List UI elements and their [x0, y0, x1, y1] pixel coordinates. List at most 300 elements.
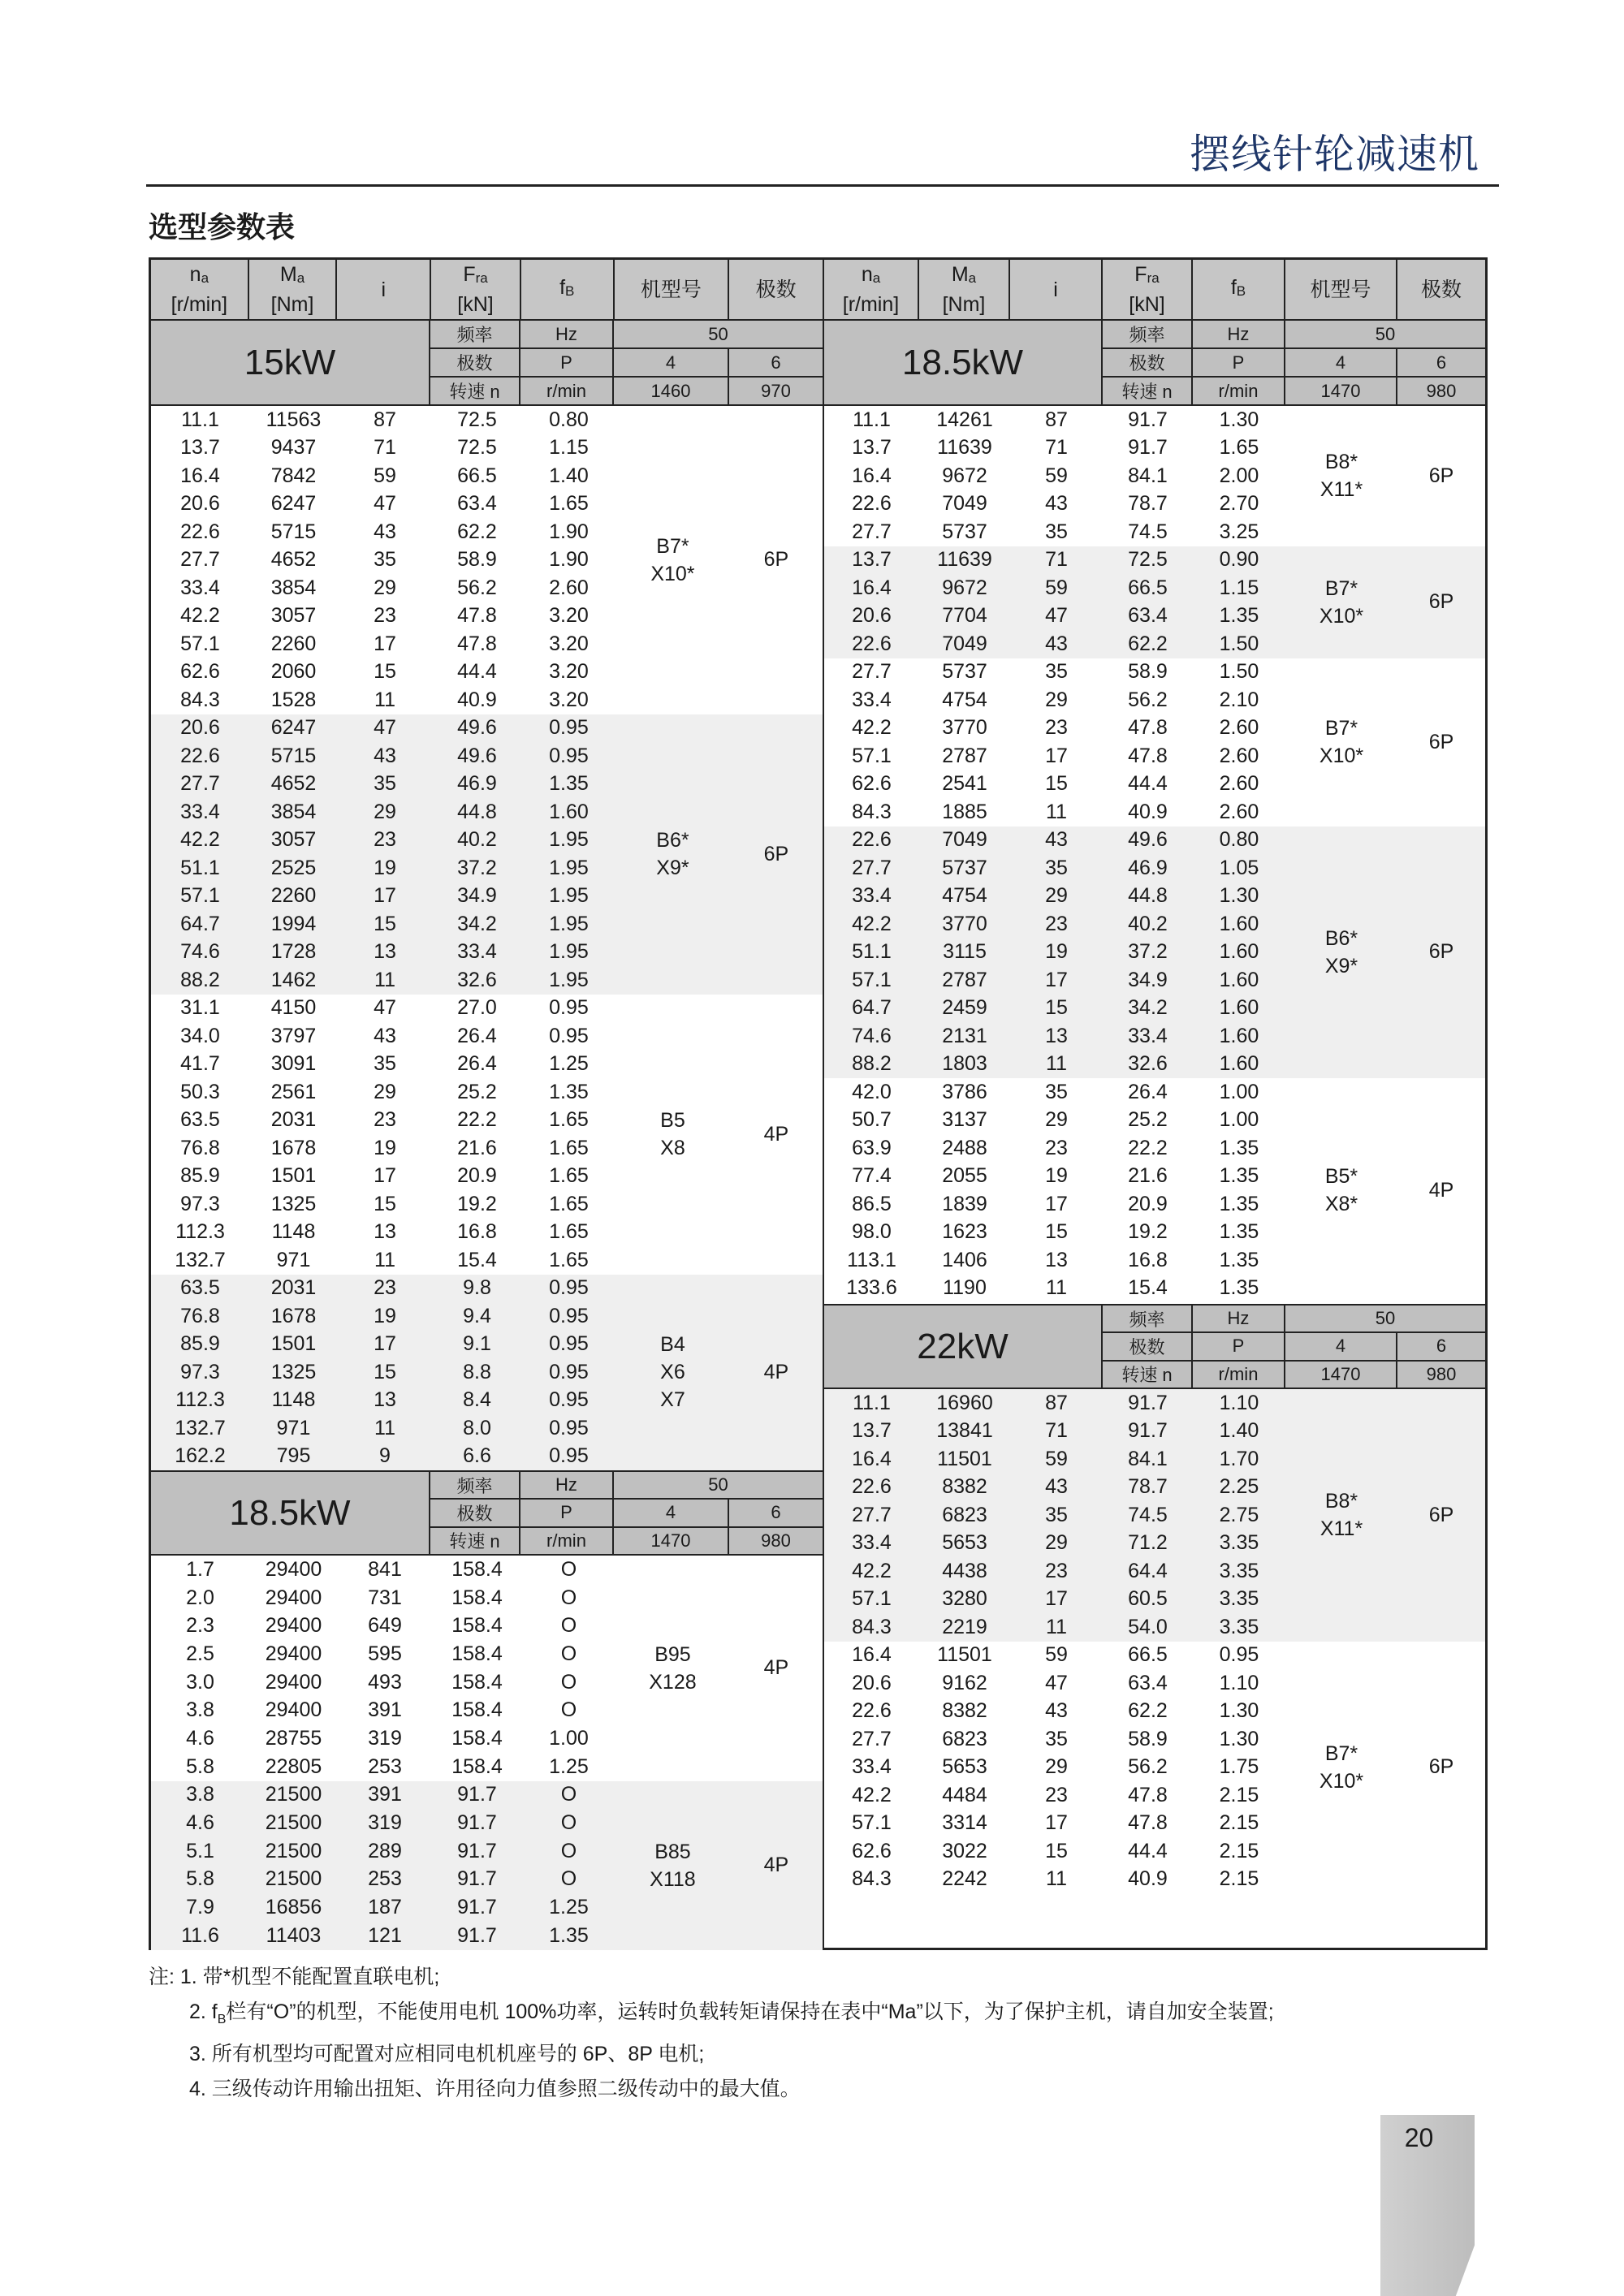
pole-count-cell: 4P: [763, 1854, 789, 1877]
table-row: [824, 826, 1285, 855]
table-row: [824, 462, 1285, 490]
table-row: [824, 1669, 1285, 1698]
table-row: [151, 1443, 615, 1471]
speed-unit: r/min: [1193, 378, 1285, 404]
output-torque-cell: 14261: [936, 408, 993, 431]
column-header: [249, 260, 338, 319]
output-torque-cell: 7049: [942, 828, 987, 852]
selection-parameter-table: [149, 257, 1488, 1950]
output-speed-cell: 132.7: [175, 1416, 226, 1439]
table-row: [151, 1022, 615, 1051]
output-torque-cell: 21500: [265, 1867, 322, 1891]
ratio-cell: 121: [368, 1923, 402, 1947]
output-torque-cell: 5653: [942, 1531, 987, 1555]
speed-row: [430, 1528, 823, 1554]
ratio-cell: 11: [1046, 1615, 1067, 1638]
ratio-cell: 43: [1045, 1699, 1068, 1723]
service-factor-cell: 1.60: [1219, 996, 1259, 1020]
ratio-cell: 11: [1046, 1276, 1067, 1300]
ratio-cell: 29: [374, 800, 396, 823]
poles-label: 极数: [430, 349, 520, 376]
output-torque-cell: 4484: [942, 1783, 987, 1806]
model-number: X10*: [1319, 1769, 1364, 1793]
ratio-cell: 35: [1045, 1503, 1068, 1526]
radial-force-cell: 26.4: [457, 1024, 497, 1047]
output-speed-cell: 2.5: [186, 1642, 214, 1665]
ratio-cell: 253: [368, 1754, 402, 1778]
output-torque-cell: 2260: [270, 632, 317, 655]
pole-count-cell: 4P: [763, 1122, 789, 1146]
model-number: X11*: [1320, 1517, 1363, 1541]
pole-count-cell: 6P: [1428, 590, 1454, 613]
output-torque-cell: 1839: [942, 1192, 987, 1215]
ratio-cell: 59: [1045, 464, 1068, 487]
column-header-subscript: a: [968, 270, 977, 286]
model-number: X10*: [1319, 604, 1364, 628]
output-torque-cell: 2541: [942, 772, 987, 796]
table-row: [824, 966, 1285, 995]
ratio-cell: 47: [1045, 1671, 1068, 1694]
output-torque-cell: 22805: [265, 1754, 322, 1778]
model-number: B5*: [1324, 1165, 1358, 1188]
output-torque-cell: 1406: [942, 1248, 987, 1271]
column-header-symbol: i: [1053, 278, 1058, 301]
output-speed-cell: 84.3: [852, 1867, 892, 1891]
frequency-row: [1103, 321, 1485, 349]
output-speed-cell: 27.7: [852, 1727, 892, 1750]
model-group-rows: [151, 1275, 615, 1471]
ratio-cell: 71: [1045, 436, 1068, 460]
model-number: B7*: [656, 534, 689, 558]
table-row: [151, 770, 615, 799]
power-rating: 18.5kW: [824, 321, 1103, 404]
output-torque-cell: 9672: [942, 576, 987, 599]
ratio-cell: 391: [368, 1698, 402, 1722]
output-speed-cell: 3.0: [186, 1670, 214, 1694]
poles-value: 4: [1285, 1333, 1397, 1359]
service-factor-cell: 1.25: [549, 1896, 589, 1919]
frequency-label: 频率: [1103, 1306, 1193, 1331]
radial-force-cell: 16.8: [1128, 1248, 1168, 1271]
output-torque-cell: 21500: [265, 1839, 322, 1862]
ratio-cell: 17: [374, 1332, 396, 1356]
output-speed-cell: 4.6: [186, 1726, 214, 1750]
column-header: [1285, 260, 1397, 319]
poles-value: 6: [1436, 352, 1447, 373]
model-number: B6*: [656, 829, 689, 852]
radial-force-cell: 158.4: [451, 1670, 503, 1694]
radial-force-cell: 37.2: [457, 856, 497, 879]
column-header-subscript: a: [296, 270, 305, 286]
ratio-cell: 23: [374, 828, 396, 852]
speed-unit: r/min: [1193, 1362, 1285, 1388]
table-row: [151, 854, 615, 883]
output-speed-cell: 16.4: [852, 464, 892, 487]
speed-value: 980: [1426, 1363, 1457, 1384]
output-speed-cell: 113.1: [847, 1248, 896, 1271]
frequency-unit: Hz: [1193, 1306, 1285, 1331]
table-row: [151, 546, 615, 575]
model-number-cell: [1285, 1078, 1397, 1302]
output-speed-cell: 88.2: [852, 1052, 892, 1076]
output-torque-cell: 3854: [270, 576, 317, 599]
column-header: [1010, 260, 1103, 319]
table-row: [824, 742, 1285, 770]
output-speed-cell: 5.8: [186, 1754, 214, 1778]
output-speed-cell: 16.4: [180, 464, 220, 487]
note-1-text: 1. 带*机型不能配置直联电机;: [179, 1966, 440, 1988]
radial-force-cell: 22.2: [457, 1108, 497, 1132]
service-factor-cell: O: [560, 1783, 577, 1806]
ratio-cell: 23: [374, 1276, 396, 1300]
radial-force-cell: 19.2: [457, 1192, 497, 1215]
power-rating: 18.5kW: [151, 1472, 430, 1554]
section-title: 选型参数表: [149, 210, 296, 244]
output-speed-cell: 27.7: [852, 660, 892, 684]
ratio-cell: 11: [374, 968, 395, 991]
model-number-cell: [1285, 546, 1397, 658]
ratio-cell: 253: [368, 1867, 402, 1891]
output-torque-cell: 7049: [942, 632, 987, 655]
table-left-half: [151, 260, 824, 1948]
table-row: [151, 1837, 615, 1866]
model-number: X8: [660, 1137, 685, 1159]
ratio-cell: 43: [374, 520, 396, 543]
radial-force-cell: 62.2: [1128, 632, 1168, 655]
radial-force-cell: 91.7: [457, 1783, 497, 1806]
model-number-cell: [1285, 406, 1397, 546]
table-row: [824, 939, 1285, 967]
output-speed-cell: 22.6: [852, 828, 892, 852]
frequency-label: 频率: [430, 1472, 520, 1498]
output-torque-cell: 28755: [265, 1726, 322, 1750]
output-torque-cell: 1678: [270, 1136, 317, 1159]
poles-value: 6: [1436, 1336, 1447, 1357]
ratio-cell: 15: [1045, 996, 1068, 1020]
column-header-unit: [Nm]: [270, 293, 314, 316]
document-title: 摆线针轮减速机: [1190, 132, 1479, 177]
output-speed-cell: 27.7: [852, 1503, 892, 1526]
poles-row: [430, 1500, 823, 1527]
service-factor-cell: 1.30: [1219, 1727, 1259, 1750]
ratio-cell: 841: [368, 1557, 402, 1581]
table-row: [824, 1474, 1285, 1502]
output-speed-cell: 20.6: [180, 492, 220, 516]
output-speed-cell: 85.9: [180, 1164, 220, 1188]
service-factor-cell: 1.95: [549, 828, 589, 852]
ratio-cell: 35: [1045, 1727, 1068, 1750]
radial-force-cell: 6.6: [463, 1444, 491, 1468]
table-row: [824, 574, 1285, 602]
radial-force-cell: 62.2: [1128, 1699, 1168, 1723]
column-header-name: [382, 277, 387, 303]
output-speed-cell: 27.7: [852, 520, 892, 543]
output-speed-cell: 84.3: [852, 800, 892, 823]
power-rating: 22kW: [824, 1306, 1103, 1388]
ratio-cell: 47: [1045, 604, 1068, 628]
note-2: [149, 1995, 1274, 2037]
table-row: [151, 490, 615, 519]
output-speed-cell: 50.7: [852, 1108, 892, 1132]
radial-force-cell: 91.7: [457, 1811, 497, 1835]
ratio-cell: 23: [1045, 1136, 1068, 1159]
service-factor-cell: O: [560, 1557, 577, 1581]
output-speed-cell: 57.1: [180, 632, 220, 655]
pole-count-cell: 6P: [763, 842, 789, 865]
table-row: [824, 1107, 1285, 1135]
speed-row: [430, 378, 823, 404]
table-row: [151, 1219, 615, 1247]
output-speed-cell: 2.0: [186, 1586, 214, 1609]
frequency-value: 50: [1375, 1308, 1396, 1329]
power-block-header: [824, 321, 1485, 406]
radial-force-cell: 56.2: [457, 576, 497, 599]
table-row: [151, 1246, 615, 1275]
column-header: [615, 260, 730, 319]
table-row: [824, 798, 1285, 826]
model-group: [151, 995, 823, 1275]
table-row: [151, 1696, 615, 1724]
output-speed-cell: 76.8: [180, 1304, 220, 1327]
radial-force-cell: 64.4: [1128, 1559, 1168, 1582]
service-factor-cell: 1.70: [1219, 1447, 1259, 1470]
column-header-row: [824, 260, 1485, 321]
output-torque-cell: 2525: [270, 856, 317, 879]
output-speed-cell: 11.1: [181, 408, 219, 431]
column-header: [337, 260, 431, 319]
note-3: 3. 所有机型均可配置对应相同电机机座号的 6P、8P 电机;: [189, 2043, 705, 2065]
service-factor-cell: 0.95: [549, 716, 589, 740]
service-factor-cell: 1.15: [549, 436, 589, 460]
radial-force-cell: 49.6: [457, 744, 497, 767]
output-torque-cell: 6823: [942, 1503, 987, 1526]
ratio-cell: 13: [1045, 1248, 1068, 1271]
output-speed-cell: 62.6: [180, 660, 220, 684]
pole-count-cell: 6P: [763, 548, 789, 572]
service-factor-cell: 2.15: [1219, 1867, 1259, 1891]
model-number: X128: [649, 1670, 697, 1694]
table-row: [824, 1810, 1285, 1838]
radial-force-cell: 72.5: [457, 436, 497, 460]
radial-force-cell: 8.4: [463, 1388, 491, 1412]
output-torque-cell: 3091: [270, 1052, 317, 1076]
motor-spec-grid: [1103, 1306, 1485, 1388]
output-speed-cell: 42.2: [180, 828, 220, 852]
output-speed-cell: 27.7: [180, 548, 220, 572]
output-torque-cell: 29400: [265, 1670, 322, 1694]
ratio-cell: 71: [1045, 1419, 1068, 1443]
model-number: X8*: [1324, 1193, 1358, 1215]
output-speed-cell: 13.7: [852, 436, 892, 460]
column-header-unit: [kN]: [1129, 293, 1165, 316]
ratio-cell: 35: [1045, 856, 1068, 879]
power-block-header: [151, 321, 823, 406]
table-row: [151, 1753, 615, 1781]
radial-force-cell: 44.4: [1128, 1839, 1168, 1862]
service-factor-cell: 1.65: [549, 1192, 589, 1215]
model-number: X9*: [1324, 954, 1358, 978]
output-torque-cell: 2219: [942, 1615, 987, 1638]
service-factor-cell: 1.35: [1219, 1220, 1259, 1244]
ratio-cell: 319: [368, 1726, 402, 1750]
service-factor-cell: 1.60: [1219, 940, 1259, 964]
radial-force-cell: 20.9: [1128, 1192, 1168, 1215]
model-number-cell: [615, 406, 730, 714]
ratio-cell: 9: [379, 1444, 391, 1468]
radial-force-cell: 56.2: [1128, 688, 1168, 711]
model-number-cell: [615, 1556, 730, 1781]
ratio-cell: 43: [1045, 828, 1068, 852]
table-row: [824, 770, 1285, 799]
service-factor-cell: 0.95: [549, 1304, 589, 1327]
output-speed-cell: 33.4: [180, 800, 220, 823]
output-speed-cell: 76.8: [180, 1136, 220, 1159]
service-factor-cell: 2.15: [1219, 1811, 1259, 1835]
radial-force-cell: 84.1: [1128, 464, 1168, 487]
service-factor-cell: 0.95: [549, 1360, 589, 1383]
radial-force-cell: 78.7: [1128, 492, 1168, 516]
output-torque-cell: 9672: [942, 464, 987, 487]
service-factor-cell: 0.80: [549, 408, 589, 431]
poles-unit: P: [520, 349, 614, 376]
note-1: [149, 1960, 1274, 1995]
output-speed-cell: 20.6: [852, 604, 892, 628]
ratio-cell: 13: [374, 940, 396, 964]
output-torque-cell: 5653: [942, 1755, 987, 1779]
column-header-name: [1421, 277, 1462, 303]
table-filler: [824, 1893, 1485, 1948]
column-header-unit: [r/min]: [171, 293, 228, 316]
ratio-cell: 15: [1045, 1839, 1068, 1862]
radial-force-cell: 32.6: [457, 968, 497, 991]
table-row: [151, 406, 615, 434]
frequency-unit: Hz: [520, 1472, 614, 1498]
ratio-cell: 35: [374, 1052, 396, 1076]
service-factor-cell: 1.95: [549, 856, 589, 879]
output-torque-cell: 11501: [937, 1643, 992, 1667]
ratio-cell: 15: [374, 912, 396, 935]
service-factor-cell: O: [560, 1670, 577, 1694]
radial-force-cell: 47.8: [457, 604, 497, 628]
frequency-unit: Hz: [520, 321, 614, 347]
column-header: [729, 260, 823, 319]
service-factor-cell: 2.15: [1219, 1783, 1259, 1806]
speed-value: 1470: [614, 1528, 729, 1554]
table-row: [151, 1387, 615, 1415]
output-speed-cell: 42.2: [852, 1559, 892, 1582]
radial-force-cell: 158.4: [451, 1754, 503, 1778]
model-number: B6*: [1324, 926, 1358, 950]
motor-spec-grid: [430, 321, 823, 404]
speed-value: 980: [1426, 380, 1457, 401]
service-factor-cell: 3.35: [1219, 1615, 1259, 1638]
speed-unit: r/min: [520, 378, 614, 404]
ratio-cell: 13: [1045, 1024, 1068, 1047]
output-torque-cell: 1501: [270, 1332, 317, 1356]
column-header-unit: [r/min]: [842, 293, 900, 316]
model-number: X9*: [656, 857, 689, 879]
motor-spec-grid: [430, 1472, 823, 1554]
output-speed-cell: 3.8: [186, 1698, 214, 1722]
table-row: [151, 1163, 615, 1191]
radial-force-cell: 9.1: [463, 1332, 491, 1356]
model-group-rows: [151, 714, 615, 995]
ratio-cell: 15: [374, 1360, 396, 1383]
model-number-cell: [615, 1275, 730, 1471]
output-torque-cell: 16856: [265, 1896, 322, 1919]
service-factor-cell: 2.00: [1219, 464, 1259, 487]
model-number-cell: [1285, 658, 1397, 826]
radial-force-cell: 58.9: [1128, 660, 1168, 684]
output-torque-cell: 2031: [270, 1276, 317, 1300]
output-torque-cell: 3786: [942, 1080, 987, 1103]
column-header: [1103, 260, 1193, 319]
poles-unit: P: [520, 1500, 614, 1526]
ratio-cell: 19: [1045, 940, 1068, 964]
output-torque-cell: 9162: [942, 1671, 987, 1694]
output-torque-cell: 4438: [942, 1559, 987, 1582]
table-row: [824, 1445, 1285, 1474]
column-header-name: [641, 277, 702, 303]
model-number: X11*: [1320, 478, 1363, 502]
output-speed-cell: 42.0: [852, 1080, 892, 1103]
output-torque-cell: 1148: [271, 1220, 316, 1244]
radial-force-cell: 26.4: [457, 1052, 497, 1076]
service-factor-cell: 1.35: [549, 1923, 589, 1947]
output-speed-cell: 62.6: [852, 1839, 892, 1862]
output-speed-cell: 22.6: [180, 520, 220, 543]
output-speed-cell: 4.6: [186, 1811, 214, 1835]
table-row: [824, 518, 1285, 546]
pole-count-cell: 6P: [1428, 940, 1454, 964]
table-row: [824, 995, 1285, 1023]
table-row: [151, 1809, 615, 1837]
service-factor-cell: 2.75: [1219, 1503, 1259, 1526]
output-speed-cell: 13.7: [852, 548, 892, 572]
table-row: [824, 630, 1285, 658]
service-factor-cell: 1.90: [549, 548, 589, 572]
service-factor-cell: 1.00: [1219, 1080, 1259, 1103]
output-speed-cell: 133.6: [846, 1276, 897, 1300]
output-torque-cell: 4754: [942, 884, 987, 908]
ratio-cell: 17: [374, 1164, 396, 1188]
output-torque-cell: 6247: [270, 716, 317, 740]
output-torque-cell: 1803: [942, 1052, 987, 1076]
radial-force-cell: 47.8: [1128, 1811, 1168, 1835]
radial-force-cell: 32.6: [1128, 1052, 1168, 1076]
column-header-subscript: a: [872, 270, 881, 286]
radial-force-cell: 158.4: [451, 1698, 503, 1722]
table-row: [151, 1668, 615, 1697]
table-row: [824, 1418, 1285, 1446]
output-speed-cell: 1.7: [186, 1557, 214, 1581]
output-speed-cell: 13.7: [852, 1419, 892, 1443]
output-torque-cell: 971: [276, 1416, 311, 1439]
radial-force-cell: 74.5: [1128, 520, 1168, 543]
output-torque-cell: 13841: [936, 1419, 993, 1443]
column-header: [824, 260, 919, 319]
ratio-cell: 29: [1045, 688, 1068, 711]
service-factor-cell: 0.95: [549, 1416, 589, 1439]
model-number: B8*: [1324, 1490, 1358, 1513]
service-factor-cell: 3.35: [1219, 1531, 1259, 1555]
table-right-half: [824, 260, 1485, 1948]
column-header: [1397, 260, 1485, 319]
column-header-symbol: F: [463, 263, 476, 286]
output-torque-cell: 7704: [942, 604, 987, 628]
speed-value: 980: [761, 1530, 791, 1551]
output-speed-cell: 11.1: [853, 1391, 891, 1414]
